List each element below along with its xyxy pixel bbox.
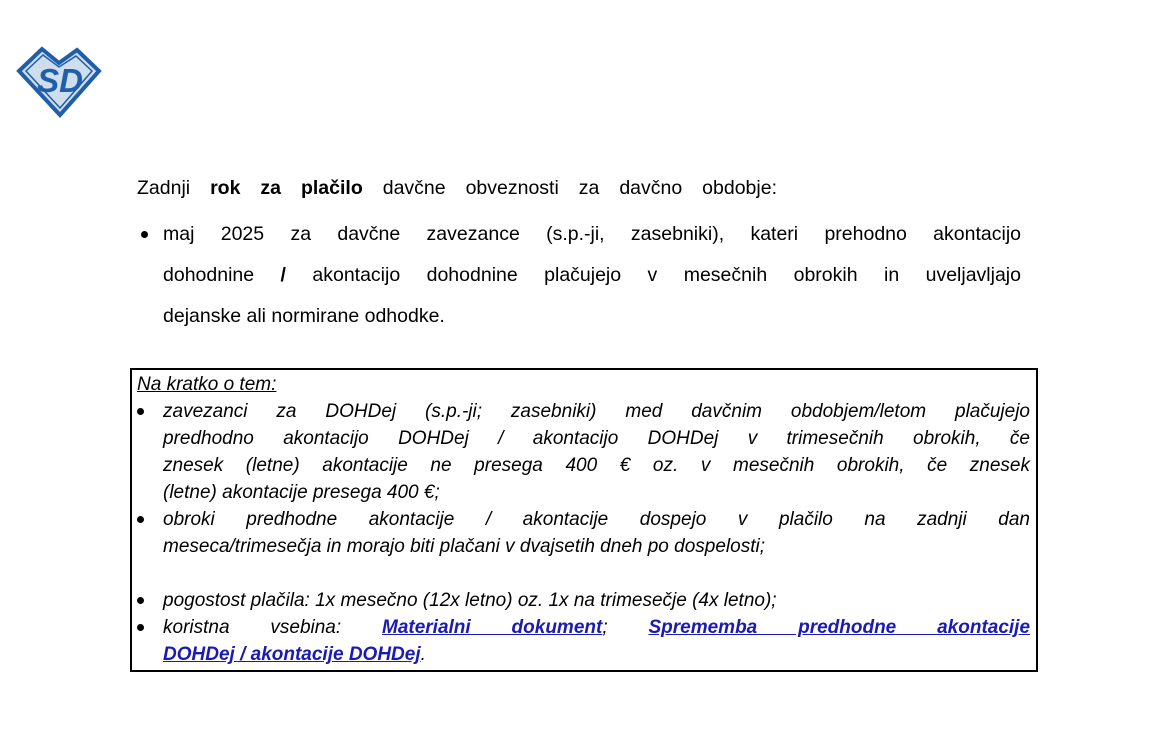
info-bullet-4 — [137, 614, 1030, 668]
useful-content-label: koristna vsebina: — [163, 617, 382, 638]
info-bullet-1-line-4: (letne) akontacije presega 400 €; — [163, 482, 440, 503]
deadline-line-2 — [163, 255, 1021, 296]
bullet-dot — [137, 408, 144, 415]
bullet-dot — [137, 597, 144, 604]
info-box-title: Na kratko o tem: — [137, 374, 277, 395]
info-bullet-2-line-2: meseca/trimesečja in morajo biti plačani v dvajsetih dneh po dospelosti; — [163, 536, 765, 557]
link-materialni-dokument[interactable]: Materialni dokument — [382, 617, 603, 638]
info-bullet-1-line-3: znesek (letne) akontacije ne presega 400 € oz. v mesečnih obrokih, če znesek — [163, 455, 1030, 476]
info-bullet-1-text — [163, 398, 1030, 506]
deadline-bullet-text — [163, 214, 1021, 337]
info-bullet-1-line-1: zavezanci za DOHDej (s.p.-ji; zasebniki) med davčnim obdobjem/letom plačujejo — [163, 401, 1030, 422]
info-bullet-2-line-1: obroki predhodne akontacije / akontacije dospejo v plačilo na zadnji dan — [163, 509, 1030, 530]
bullet-dot — [137, 516, 144, 523]
intro-text-before: Zadnji — [137, 177, 211, 199]
deadline-line-1: maj 2025 za davčne zavezance (s.p.-ji, zasebniki), kateri prehodno akontacijo — [163, 223, 1021, 245]
sd-logo — [15, 44, 103, 120]
intro-bold-phrase: rok za plačilo — [210, 177, 363, 199]
info-bullet-4-text — [163, 614, 1030, 668]
deadline-line2-slash: / — [280, 264, 286, 286]
info-bullet-2-text — [163, 506, 1030, 560]
info-bullet-3 — [137, 587, 1030, 614]
intro-text-after: davčne obveznosti za davčno obdobje: — [362, 177, 778, 199]
info-bullet-3-text — [163, 587, 1030, 614]
deadline-bullet — [141, 214, 1021, 337]
deadline-line-3: dejanske ali normirane odhodke. — [163, 305, 445, 327]
link-sprememba-akontacije-line2[interactable]: DOHDej / akontacije DOHDej — [163, 644, 421, 665]
info-bullet-1-line-2: predhodno akontacijo DOHDej / akontacijo DOHDej v trimesečnih obrokih, če — [163, 428, 1030, 449]
info-bullet-4-line-1 — [163, 614, 1030, 641]
info-bullet-1 — [137, 398, 1030, 506]
link-separator: ; — [602, 617, 649, 638]
intro-heading — [137, 176, 777, 200]
sd-logo-letters: SD — [37, 62, 83, 99]
info-box — [130, 368, 1038, 672]
sentence-period: . — [420, 644, 426, 665]
info-bullet-3-line-1: pogostost plačila: 1x mesečno (12x letno) oz. 1x na trimesečje (4x letno); — [163, 590, 777, 611]
deadline-line2-after: akontacijo dohodnine plačujejo v mesečnih obrokih in uveljavljajo — [285, 264, 1021, 286]
deadline-line2-before: dohodnine — [163, 264, 281, 286]
bullet-dot — [137, 624, 144, 631]
link-sprememba-akontacije-line1[interactable]: Sprememba predhodne akontacije — [648, 617, 1031, 638]
sd-shield-icon — [15, 44, 103, 120]
info-bullet-4-line-2 — [163, 641, 1030, 668]
bullet-dot — [141, 231, 148, 238]
info-bullet-2 — [137, 506, 1030, 560]
